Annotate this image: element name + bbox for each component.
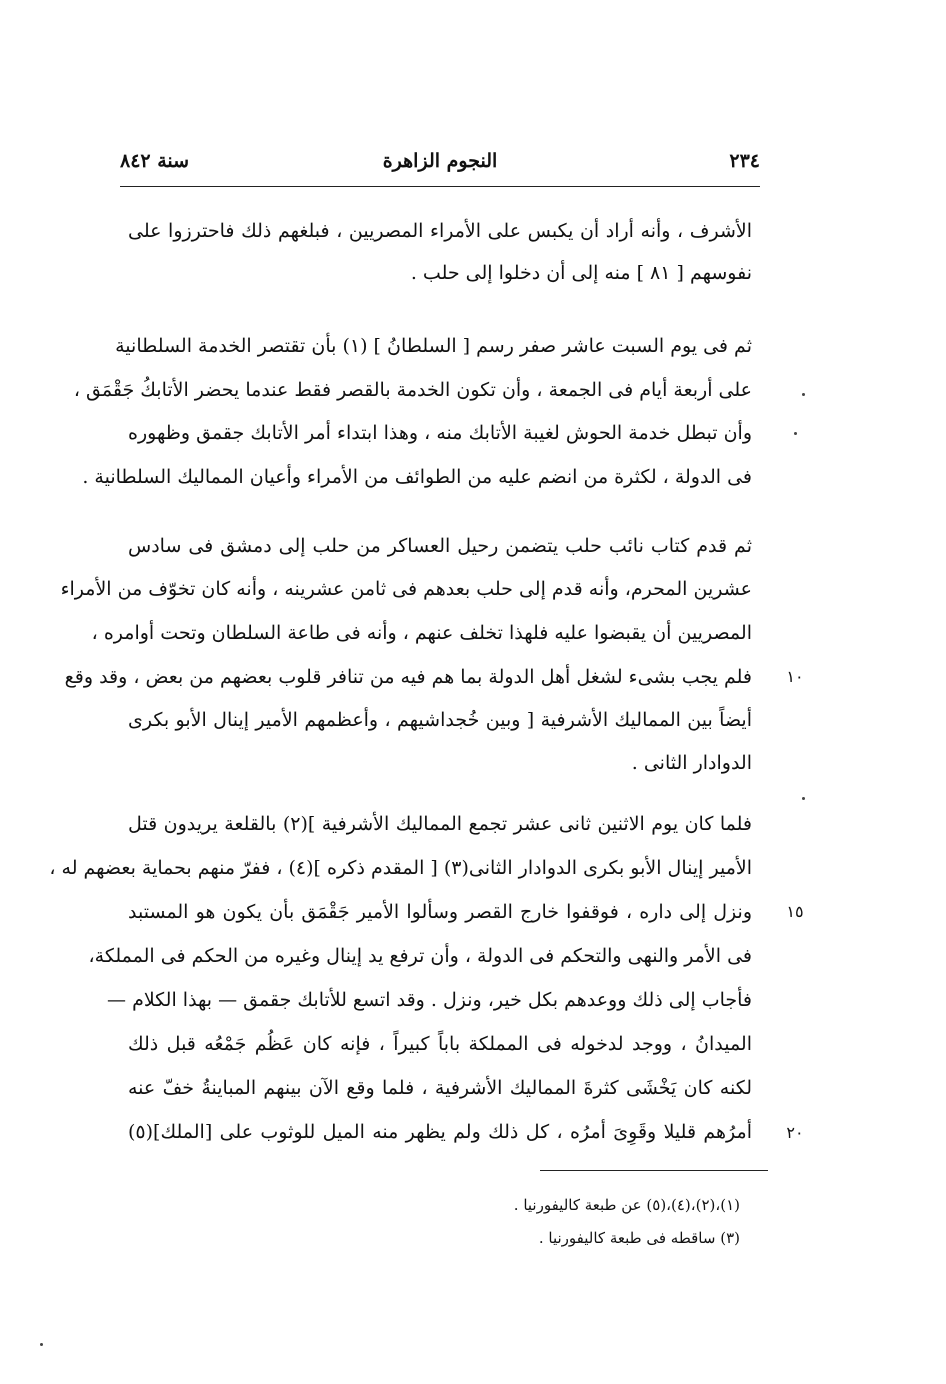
text-line: فى الدولة ، لكثرة من انضم عليه من الطوائف من الأمراء وأعيان المماليك السلطانية .	[82, 466, 752, 488]
scan-speck	[802, 393, 805, 396]
text-line: ثم فى يوم السبت عاشر صفر رسم [ السلطانُ ] (١) بأن تقتصر الخدمة السلطانية	[115, 335, 752, 357]
footnote: (٣) ساقطه فى طبعة كاليفورنيا .	[538, 1229, 740, 1247]
text-line: الميدانُ ، ووجد لدخوله فى المملكة باباً كبيراً ، فإنه كان عَظُم جَمْعُه قبل ذلك	[128, 1033, 752, 1055]
text-line: ونزل إلى داره ، فوقفوا خارج القصر وسألوا الأمير جَقْمَق بأن يكون هو المستبد	[128, 901, 752, 923]
text-line: فى الأمر والنهى والتحكم فى الدولة ، وأن ترفع يد إينال وغيره من الحكم فى المملكة،	[88, 945, 752, 967]
page-number: ٢٣٤	[729, 150, 760, 172]
text-line: فأجاب إلى ذلك ووعدهم بكل خير، ونزل . وقد اتسع للأتابك جقمق — بهذا الكلام —	[107, 989, 752, 1011]
margin-line-number: ١٠	[786, 667, 804, 686]
scan-speck	[802, 797, 805, 800]
text-line: فلما كان يوم الاثنين ثانى عشر تجمع المماليك الأشرفية ](٢) بالقلعة يريدون قتل	[128, 813, 752, 835]
text-line: المصريين أن يقبضوا عليه فلهذا تخلف عنهم ، وأنه فى طاعة السلطان وتحت أوامره ،	[91, 622, 752, 644]
text-line: ثم قدم كتاب نائب حلب يتضمن رحيل العساكر من حلب إلى دمشق فى سادس	[128, 535, 752, 557]
footnote: (١)،(٢)،(٤)،(٥) عن طبعة كاليفورنيا .	[513, 1196, 740, 1214]
text-line: الأشرف ، وأنه أراد أن يكبس على الأمراء المصريين ، فبلغهم ذلك فاحترزوا على	[128, 220, 752, 242]
header-rule	[120, 186, 760, 187]
text-line: عشرين المحرم، وأنه قدم إلى حلب بعدهم فى ثامن عشرينه ، وأنه كان تخوّف من الأمراء	[60, 578, 752, 600]
text-line: فلم يجب بشىء لشغل أهل الدولة بما هم فيه من تنافر قلوب بعضهم من بعض ، وقد وقع	[64, 666, 752, 688]
running-header	[120, 150, 760, 184]
text-line: وأن تبطل خدمة الحوش لغيبة الأتابك منه ، وهذا ابتداء أمر الأتابك جقمق وظهوره	[128, 422, 752, 444]
text-line: لكنه كان يَخْشَى كثرةَ المماليك الأشرفية ، فلما وقع الآن بينهم المباينةُ خفّ عنه	[128, 1077, 752, 1099]
footnote-rule	[540, 1170, 768, 1171]
margin-line-number: ١٥	[786, 902, 804, 921]
text-line: الأمير إينال الأبو بكرى الدوادار الثانى(٣) [ المقدم ذكره ](٤) ، ففرّ منهم بحماية بعضهم له ،	[49, 857, 752, 879]
text-line: أمرُهم قليلا وقَوِىَ أمرُه ، كل ذلك ولم يظهر منه الميل للوثوب على [الملك](٥)	[128, 1121, 752, 1143]
text-line: الدوادار الثانى .	[631, 752, 752, 774]
text-line: على أربعة أيام فى الجمعة ، وأن تكون الخدمة بالقصر فقط عندما يحضر الأتابكُ جَقْمَق ،	[73, 379, 752, 401]
scan-speck	[40, 1343, 43, 1346]
scan-speck	[794, 432, 797, 435]
margin-line-number: ٢٠	[786, 1123, 804, 1142]
book-title: النجوم الزاهرة	[382, 150, 498, 172]
text-line: نفوسهم [ ٨١ ] منه إلى أن دخلوا إلى حلب .	[410, 262, 752, 284]
text-line: أيضاً بين المماليك الأشرفية [ وبين خُجداشيهم ، وأعظمهم الأمير إينال الأبو بكرى	[128, 709, 752, 731]
year-label: سنة ٨٤٢	[120, 150, 190, 172]
